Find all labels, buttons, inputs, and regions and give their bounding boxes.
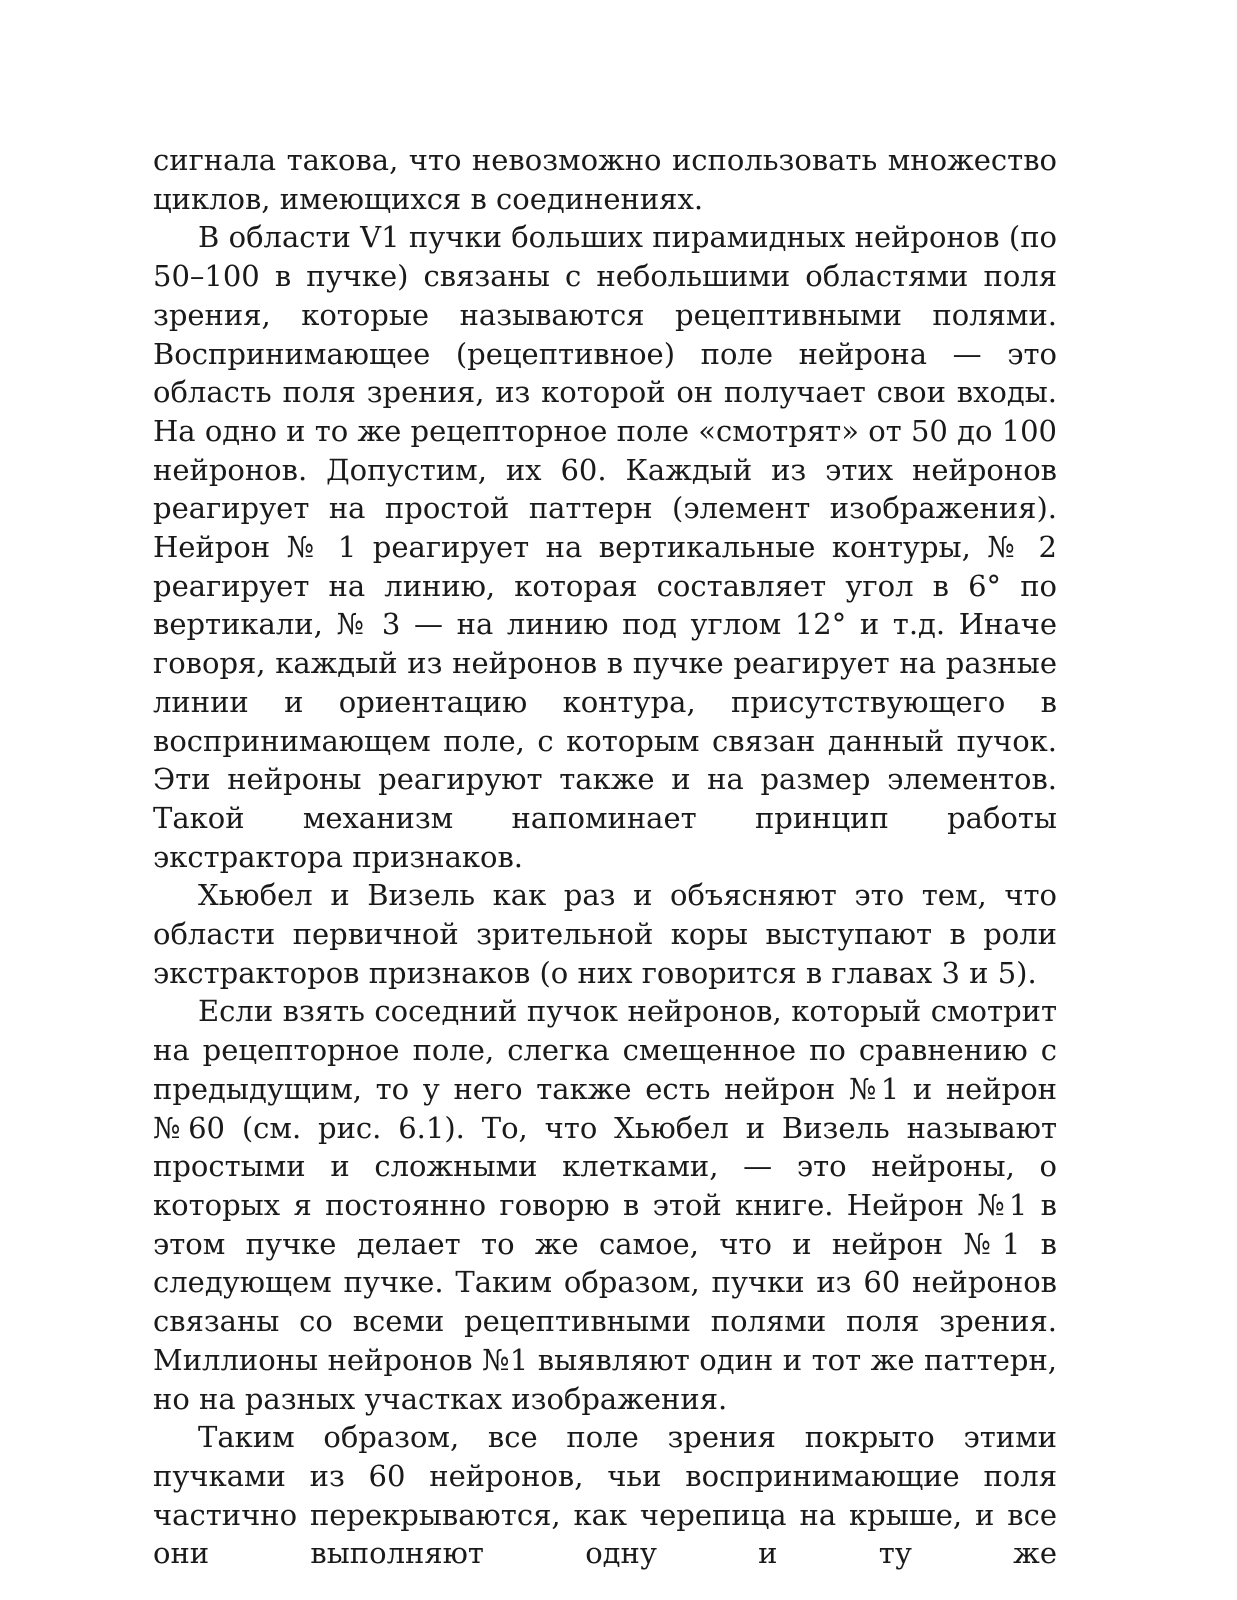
page-body — [153, 141, 1057, 1573]
paragraph-v1-receptive-fields: В области V1 пучки больших пирамидных нейронов (по 50–100 в пучке) связаны с небольшими областями поля зрения, которые называются рецептивными полями. Воспринимающее (рецептивное) поле нейрона — это область поля зрения, из которой он получает свои входы. На одно и то же рецепторное поле «смотрят» от 50 до 100 нейронов. Допустим, их 60. Каждый из этих нейронов реагирует на простой паттерн (элемент изображения). Нейрон № 1 реагирует на вертикальные контуры, № 2 реагирует на линию, которая составляет угол в 6° по вертикали, № 3 — на линию под углом 12° и т.д. Иначе говоря, каждый из нейронов в пучке реагирует на разные линии и ориентацию контура, присутствующего в воспринимающем поле, с которым связан данный пучок. Эти нейроны реагируют также и на размер элементов. Такой механизм напоминает принцип работы экстрактора признаков. — [153, 220, 1057, 874]
paragraph-neighbor-bundle: Если взять соседний пучок нейронов, который смотрит на рецепторное поле, слегка смещенное по сравнению с предыдущим, то у него также есть нейрон №1 и нейрон №60 (см. рис. 6.1). То, что Хьюбел и Визель называют простыми и сложными клетками, — это нейроны, о которых я постоянно говорю в этой книге. Нейрон №1 в этом пучке делает то же самое, что и нейрон №1 в следующем пучке. Таким образом, пучки из 60 нейронов связаны со всеми рецептивными полями поля зрения. Миллионы нейронов №1 выявляют один и тот же паттерн, но на разных участках изображения. — [153, 994, 1057, 1416]
paragraph-visual-field-coverage: Таким образом, все поле зрения покрыто этими пучками из 60 нейронов, чьи воспринимающие поля частично перекрываются, как черепица на крыше, и все они выполняют одну и ту же — [153, 1420, 1057, 1571]
paragraph-hubel-wiesel: Хьюбел и Визель как раз и объясняют это тем, что области первичной зрительной коры выступают в роли экстракторов признаков (о них говорится в главах 3 и 5). — [153, 878, 1057, 990]
paragraph-continued: сигнала такова, что невозможно использовать множество циклов, имеющихся в соединениях. — [153, 143, 1057, 216]
